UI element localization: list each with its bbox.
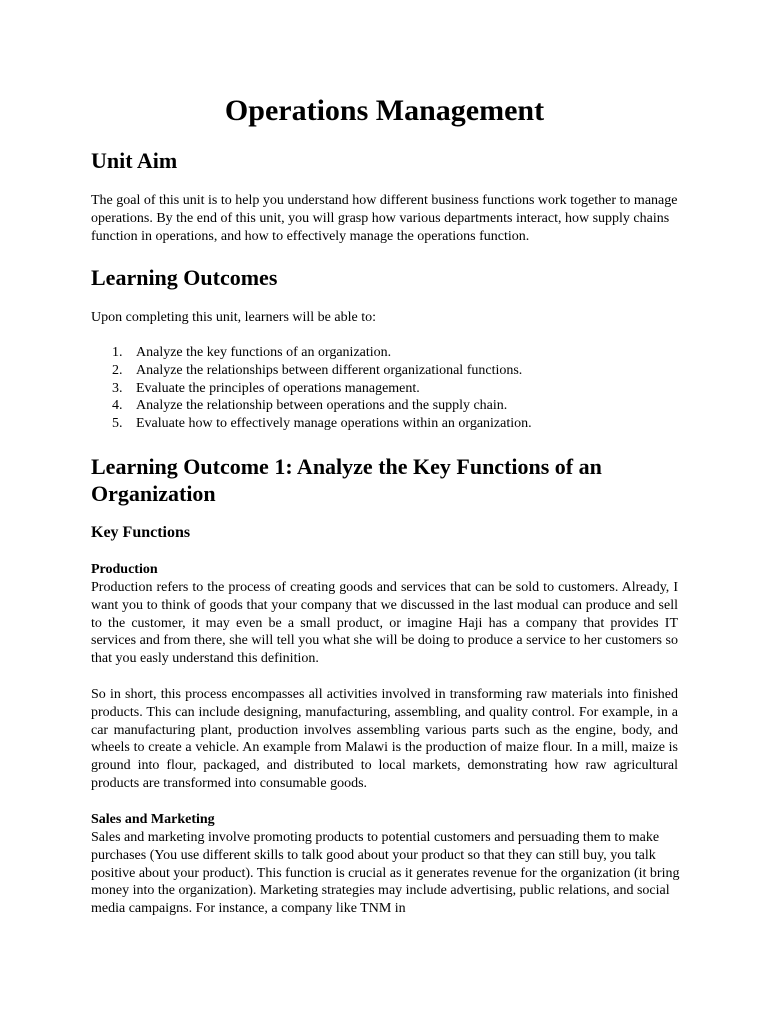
sales-marketing-paragraph: Sales and marketing involve promoting products to potential customers and persuading them to make purchases (You use different skills to talk good about your product so that they can still buy, you talk positive about your product). This function is crucial as it generates revenue for the organization (it bring money into the organization). Marketing strategies may include advertising, public relations, and social media campaigns. For instance, a company like TNM in <box>91 830 680 917</box>
key-functions-heading: Key Functions <box>91 524 191 541</box>
list-item-text: Analyze the key functions of an organization. <box>136 345 392 360</box>
learning-outcome-1-heading: Learning Outcome 1: Analyze the Key Functions of an Organization <box>91 454 602 506</box>
production-heading: Production <box>91 562 158 577</box>
list-item-number: 3. <box>112 380 123 396</box>
list-item-text: Evaluate how to effectively manage operations within an organization. <box>136 416 532 432</box>
list-item-number: 2. <box>112 362 123 378</box>
list-item-number: 5. <box>112 416 123 432</box>
production-paragraph-2: So in short, this process encompasses all activities involved in transforming raw materials into finished products. This can include designing, manufacturing, assembling, and quality control. For example, in a car manufacturing plant, production involves assembling various parts such as the engine, body, and wheels to create a vehicle. An example from Malawi is the production of maize flour. In a mill, maize is ground into flour, packaged, and distributed to local markets, demonstrating how raw agricultural products are transformed into consumable goods. <box>91 687 678 791</box>
list-item <box>91 344 532 362</box>
list-item-number: 4. <box>112 398 123 414</box>
list-item <box>91 415 532 433</box>
list-item <box>91 397 532 415</box>
learning-outcomes-intro: Upon completing this unit, learners will be able to: <box>91 310 376 325</box>
learning-outcomes-list <box>91 344 532 433</box>
list-item-text: Analyze the relationships between different organizational functions. <box>136 362 523 378</box>
list-item-text: Analyze the relationship between operations and the supply chain. <box>136 398 508 414</box>
unit-aim-paragraph: The goal of this unit is to help you understand how different business functions work together to manage operations. By the end of this unit, you will grasp how various departments interact, how supply chains function in operations, and how to effectively manage the operations function. <box>91 193 678 244</box>
list-item-text: Evaluate the principles of operations management. <box>136 380 420 396</box>
production-paragraph-1: Production refers to the process of creating goods and services that can be sold to customers. Already, I want you to think of goods that your company that we discussed in the last modual can produce and sell to the customer, it may even be a small product, or imagine Haji has a company that provides IT services and from there, she will tell you what she will be doing to produce a service to her customers so that you easly understand this definition. <box>91 580 678 667</box>
learning-outcomes-heading: Learning Outcomes <box>91 265 278 290</box>
unit-aim-heading: Unit Aim <box>91 148 178 173</box>
list-item <box>91 362 532 380</box>
list-item-number: 1. <box>112 345 123 360</box>
document-title: Operations Management <box>224 94 545 127</box>
list-item <box>91 380 532 398</box>
sales-marketing-heading: Sales and Marketing <box>91 812 215 827</box>
